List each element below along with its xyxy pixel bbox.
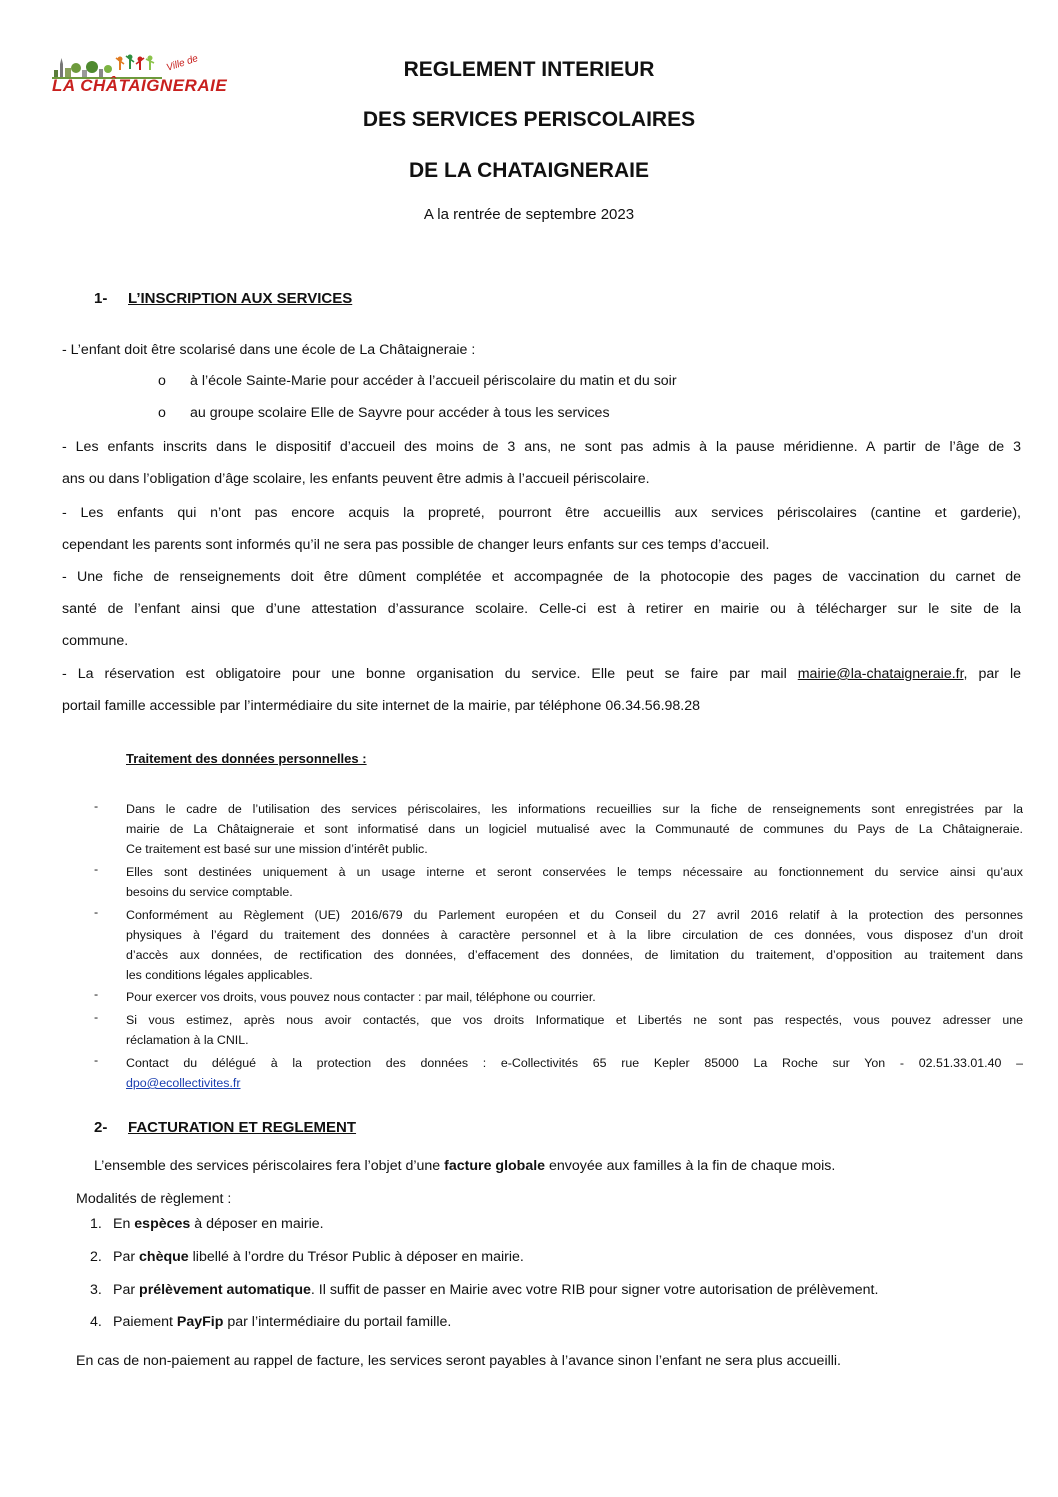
payment-methods-label: Modalités de règlement : [76,1191,232,1207]
payment-method-number: 3. [90,1282,102,1298]
list-dash: - [94,862,99,876]
personal-data-line: Pour exercer vos droits, vous pouvez nous contacter : par mail, téléphone ou courrier. [126,990,596,1004]
section-1-paragraph-1: - L’enfant doit être scolarisé dans une école de La Châtaigneraie : [62,342,476,358]
bullet-item-1: à l’école Sainte-Marie pour accéder à l’accueil périscolaire du matin et du soir [190,373,677,389]
bullet-marker: o [158,373,166,389]
billing-intro [94,1150,835,1182]
personal-data-line: réclamation à la CNIL. [126,1033,249,1047]
billing-footer-note: En cas de non-paiement au rappel de facture, les services seront payables à l’avance sinon l’enfant ne sera plus accueilli. [76,1353,841,1369]
paragraph-line [62,658,1021,690]
bullet-item-2: au groupe scolaire Elle de Sayvre pour accéder à tous les services [190,405,610,421]
personal-data-heading: Traitement des données personnelles : [126,751,367,766]
payment-method-number: 2. [90,1249,102,1265]
payment-method-name: PayFip [176,1314,224,1330]
payment-method-number: 1. [90,1216,102,1232]
payment-method-item [113,1314,451,1330]
personal-data-line: Dans le cadre de l’utilisation des services périscolaires, les informations recueillies sur la fiche de renseignements sont enregistrées par la [126,802,1023,816]
personal-data-line: Si vous estimez, après nous avoir contactés, que vos droits Informatique et Libertés ne sont pas respectés, vous pouvez adresser une [126,1013,1023,1027]
personal-data-line: Ce traitement est basé sur une mission d’intérêt public. [126,842,428,856]
billing-intro-text: envoyée aux familles à la fin de chaque mois. [545,1158,836,1174]
billing-intro-bold: facture globale [444,1158,546,1174]
paragraph-line: ans ou dans l’obligation d’âge scolaire, les enfants peuvent être admis à l’accueil périscolaire. [62,471,650,487]
section-1-heading [94,290,494,312]
payment-method-text: En [113,1216,135,1232]
payment-method-item [113,1249,524,1265]
payment-method-text: Paiement [113,1314,177,1330]
section-1-paragraph-5 [62,658,1021,722]
list-dash: - [94,1010,99,1024]
document-title-line-2: DES SERVICES PERISCOLAIRES [362,108,696,131]
list-dash: - [94,987,99,1001]
payment-method-name: chèque [139,1249,189,1265]
logo-ville-text: Ville de [165,53,200,74]
personal-data-line: physiques à l’égard du traitement des données à caractère personnel et à la libre circulation de ces données, vous disposez d’un droit [126,928,1023,942]
payment-method-text: à déposer en mairie. [190,1216,324,1232]
list-dash: - [94,799,99,813]
personal-data-line: mairie de La Châtaigneraie et sont informatisé dans un logiciel mutualisé avec la Communauté de communes du Pays de La Châtaigneraie. [126,822,1023,836]
payment-method-name: espèces [134,1216,191,1232]
section-1-paragraph-2 [62,431,1021,495]
section-1-number: 1- [94,290,108,307]
paragraph-line: portail famille accessible par l’intermédiaire du site internet de la mairie, par téléphone 06.34.56.98.28 [62,698,701,714]
document-subtitle: A la rentrée de septembre 2023 [423,206,635,223]
personal-data-line: les conditions légales applicables. [126,968,313,982]
personal-data-item [126,987,1023,1007]
payment-method-item [113,1282,878,1298]
personal-data-line: Contact du délégué à la protection des données : e-Collectivités 65 rue Kepler 85000 La Roche sur Yon - 02.51.33.01.40 – [126,1056,1023,1070]
paragraph-text: , par le [963,666,1022,682]
personal-data-item [126,1053,1023,1093]
personal-data-item [126,799,1023,859]
paragraph-text: - La réservation est obligatoire pour une bonne organisation du service. Elle peut se faire par mail [62,666,798,682]
payment-method-text: . Il suffit de passer en Mairie avec votre RIB pour signer votre autorisation de prélèvement. [310,1282,879,1298]
personal-data-line: besoins du service comptable. [126,885,293,899]
personal-data-line [126,1073,1023,1093]
section-2-heading [94,1119,494,1141]
paragraph-line: cependant les parents sont informés qu’il ne sera pas possible de changer leurs enfants sur ces temps d’accueil. [62,537,770,553]
payment-method-text: par l’intermédiaire du portail famille. [223,1314,452,1330]
section-2-title: FACTURATION ET REGLEMENT [128,1119,357,1136]
section-1-paragraph-4 [62,561,1021,657]
paragraph-line: commune. [62,633,129,649]
bullet-marker: o [158,405,166,421]
document-title-line-3: DE LA CHATAIGNERAIE [409,159,649,182]
document-title-line-1: REGLEMENT INTERIEUR [403,58,655,81]
personal-data-line: d’accès aux données, de rectification des données, d’effacement des données, de limitation du traitement, d’opposition au traitement dans [126,948,1023,962]
logo-wordmark: LA CHÂTAIGNERAIE [52,76,228,95]
payment-method-item [113,1216,324,1232]
personal-data-item [126,1010,1023,1050]
paragraph-line: - Une fiche de renseignements doit être dûment complétée et accompagnée de la photocopie des pages de vaccination du carnet de [62,569,1021,585]
paragraph-line: - Les enfants inscrits dans le dispositif d’accueil des moins de 3 ans, ne sont pas admis à la pause méridienne. A partir de l’âge de 3 [62,439,1021,455]
payment-method-text: libellé à l’ordre du Trésor Public à déposer en mairie. [188,1249,524,1265]
mairie-email-link[interactable]: mairie@la-chataigneraie.fr [797,666,964,682]
paragraph-line: - Les enfants qui n’ont pas encore acquis la propreté, pourront être accueillis aux services périscolaires (cantine et garderie), [62,505,1021,521]
payment-method-name: prélèvement automatique [139,1282,311,1298]
paragraph-line: santé de l’enfant ainsi que d’une attestation d’assurance scolaire. Celle-ci est à retirer en mairie ou à télécharger sur le site de la [62,601,1021,617]
section-1-paragraph-3 [62,497,1021,561]
dpo-email-link[interactable]: dpo@ecollectivites.fr [126,1076,241,1090]
payment-method-number: 4. [90,1314,102,1330]
personal-data-item [126,862,1023,902]
payment-method-text: Par [113,1282,140,1298]
section-1-title: L’INSCRIPTION AUX SERVICES [128,290,353,307]
payment-method-text: Par [113,1249,140,1265]
billing-intro-text: L’ensemble des services périscolaires fera l’objet d’une [94,1158,445,1174]
personal-data-line: Conformément au Règlement (UE) 2016/679 du Parlement européen et du Conseil du 27 avril 2016 relatif à la protection des personnes [126,908,1023,922]
section-2-number: 2- [94,1119,108,1136]
personal-data-item [126,905,1023,985]
list-dash: - [94,905,99,919]
list-dash: - [94,1053,99,1067]
personal-data-line: Elles sont destinées uniquement à un usage interne et seront conservées le temps nécessaire au fonctionnement du service ainsi qu’aux [126,865,1023,879]
